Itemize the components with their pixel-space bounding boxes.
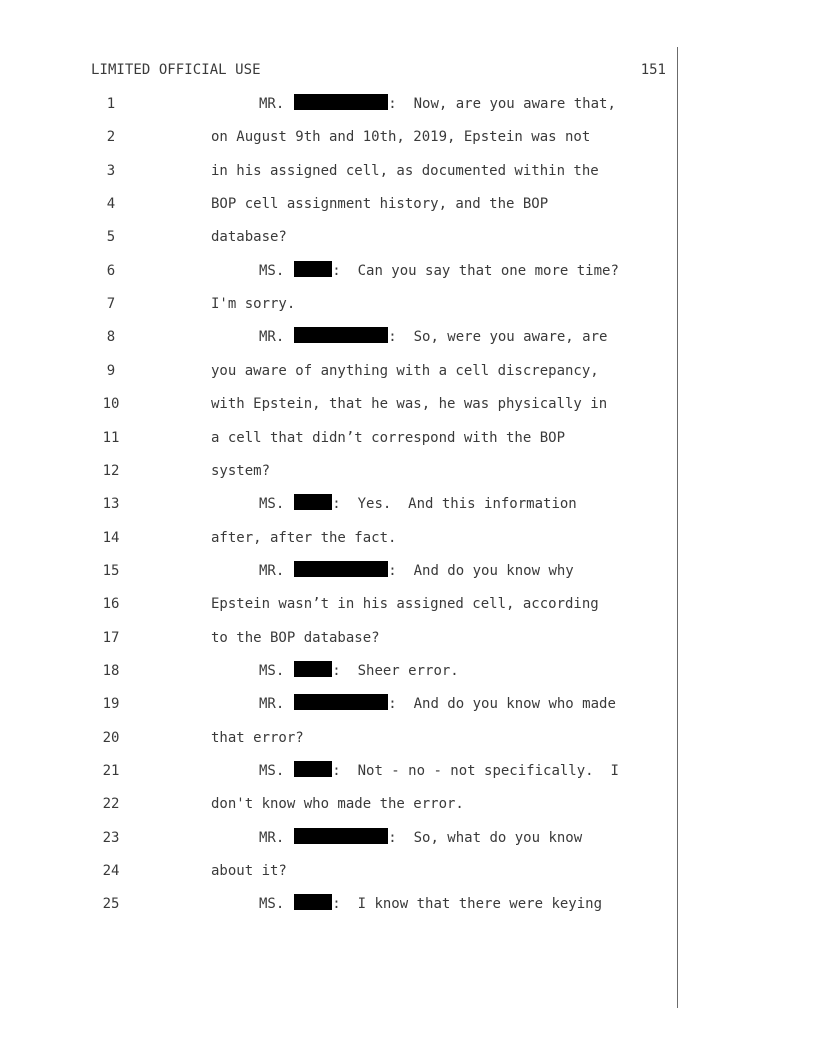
line-text: [211, 225, 671, 249]
transcript-line: [0, 426, 816, 450]
line-number: 19: [102, 696, 120, 713]
line-content: : Can you say that one more time?: [332, 262, 619, 279]
redaction-block: [294, 761, 332, 777]
line-number: 4: [106, 196, 116, 213]
speaker-line-text: [259, 492, 671, 516]
line-content: system?: [211, 462, 271, 479]
line-text: [211, 192, 671, 216]
line-content: : Not - no - not specifically. I: [332, 763, 619, 779]
speaker-line-text: [259, 325, 671, 349]
line-number: 18: [102, 662, 120, 679]
speaker-title: MR.: [259, 329, 285, 346]
speaker-line-text: [259, 259, 671, 283]
transcript-line: [0, 392, 816, 416]
speaker-title: MR.: [259, 696, 285, 713]
line-number: 17: [102, 629, 120, 646]
page-number: 151: [640, 62, 666, 78]
transcript-line: [0, 592, 816, 616]
line-number: 2: [106, 129, 116, 146]
line-number: 1: [106, 96, 116, 112]
transcript-line: [0, 792, 816, 816]
redaction-block: [294, 661, 332, 677]
speaker-line-text: [259, 559, 671, 583]
line-content: you aware of anything with a cell discrepancy,: [211, 362, 599, 379]
line-content: in his assigned cell, as documented within the: [211, 162, 599, 179]
transcript-line: [0, 225, 816, 249]
transcript-line: [0, 626, 816, 650]
line-content: I'm sorry.: [211, 296, 296, 313]
line-text: [211, 726, 671, 750]
speaker-title: MR.: [259, 829, 285, 846]
transcript-line: [0, 159, 816, 183]
transcript-line: [0, 459, 816, 483]
line-number: 13: [102, 496, 120, 513]
line-content: : And do you know who made: [388, 696, 616, 713]
redaction-block: [294, 94, 388, 110]
speaker-title: MS.: [259, 662, 285, 679]
transcript-line: [0, 559, 816, 583]
line-content: : Sheer error.: [332, 662, 459, 679]
line-text: [211, 392, 671, 416]
line-number: 22: [102, 796, 120, 813]
redaction-block: [294, 894, 332, 910]
redaction-block: [294, 261, 332, 277]
line-text: [211, 592, 671, 616]
line-number: 21: [102, 763, 120, 779]
transcript-line: [0, 826, 816, 850]
line-content: : Yes. And this information: [332, 496, 577, 513]
line-number: 10: [102, 396, 120, 413]
line-content: Epstein wasn’t in his assigned cell, according: [211, 596, 599, 613]
speaker-line-text: [259, 826, 671, 850]
transcript-line: [0, 259, 816, 283]
transcript-line: [0, 125, 816, 149]
line-text: [211, 526, 671, 550]
line-content: database?: [211, 229, 287, 246]
line-content: : Now, are you aware that,: [388, 96, 616, 112]
transcript-line: [0, 659, 816, 683]
transcript-line: [0, 759, 816, 783]
line-content: after, after the fact.: [211, 529, 397, 546]
line-content: don't know who made the error.: [211, 796, 464, 813]
line-content: on August 9th and 10th, 2019, Epstein was not: [211, 129, 591, 146]
line-number: 6: [106, 262, 116, 279]
line-number: 7: [106, 296, 116, 313]
transcript-line: [0, 526, 816, 550]
transcript-line: [0, 325, 816, 349]
speaker-title: MS.: [259, 763, 285, 779]
line-content: : So, what do you know: [388, 829, 583, 846]
line-number: 8: [106, 329, 116, 346]
line-number: 5: [106, 229, 116, 246]
speaker-line-text: [259, 92, 671, 116]
line-content: with Epstein, that he was, he was physically in: [211, 396, 608, 413]
line-text: [211, 792, 671, 816]
line-content: a cell that didn’t correspond with the BOP: [211, 429, 566, 446]
line-text: [211, 292, 671, 316]
transcript-line: [0, 92, 816, 116]
line-text: [211, 426, 671, 450]
speaker-line-text: [259, 759, 671, 783]
line-content: about it?: [211, 863, 287, 880]
line-number: 15: [102, 562, 120, 579]
header-classification: LIMITED OFFICIAL USE: [91, 62, 261, 78]
line-number: 23: [102, 829, 120, 846]
transcript-line: [0, 292, 816, 316]
redaction-block: [294, 694, 388, 710]
transcript-line: [0, 892, 816, 916]
transcript-line: [0, 692, 816, 716]
line-number: 11: [102, 429, 120, 446]
line-number: 25: [102, 896, 120, 913]
line-number: 20: [102, 729, 120, 746]
line-content: that error?: [211, 729, 304, 746]
speaker-line-text: [259, 892, 671, 916]
line-number: 16: [102, 596, 120, 613]
line-content: to the BOP database?: [211, 629, 380, 646]
line-text: [211, 359, 671, 383]
redaction-block: [294, 327, 388, 343]
line-text: [211, 125, 671, 149]
speaker-line-text: [259, 659, 671, 683]
transcript-line: [0, 492, 816, 516]
line-text: [211, 859, 671, 883]
speaker-title: MS.: [259, 496, 285, 513]
line-number: 24: [102, 863, 120, 880]
line-number: 12: [102, 462, 120, 479]
speaker-title: MR.: [259, 96, 285, 112]
line-number: 3: [106, 162, 116, 179]
redaction-block: [294, 828, 388, 844]
line-content: BOP cell assignment history, and the BOP: [211, 196, 549, 213]
speaker-title: MR.: [259, 562, 285, 579]
line-number: 14: [102, 529, 120, 546]
transcript-line: [0, 192, 816, 216]
line-content: : So, were you aware, are: [388, 329, 608, 346]
speaker-title: MS.: [259, 262, 285, 279]
speaker-title: MS.: [259, 896, 285, 913]
line-text: [211, 159, 671, 183]
speaker-line-text: [259, 692, 671, 716]
line-content: : I know that there were keying: [332, 896, 603, 913]
line-text: [211, 626, 671, 650]
transcript-line: [0, 859, 816, 883]
line-text: [211, 459, 671, 483]
line-content: : And do you know why: [388, 562, 574, 579]
transcript-line: [0, 726, 816, 750]
line-number: 9: [106, 362, 116, 379]
redaction-block: [294, 561, 388, 577]
transcript-line: [0, 359, 816, 383]
redaction-block: [294, 494, 332, 510]
